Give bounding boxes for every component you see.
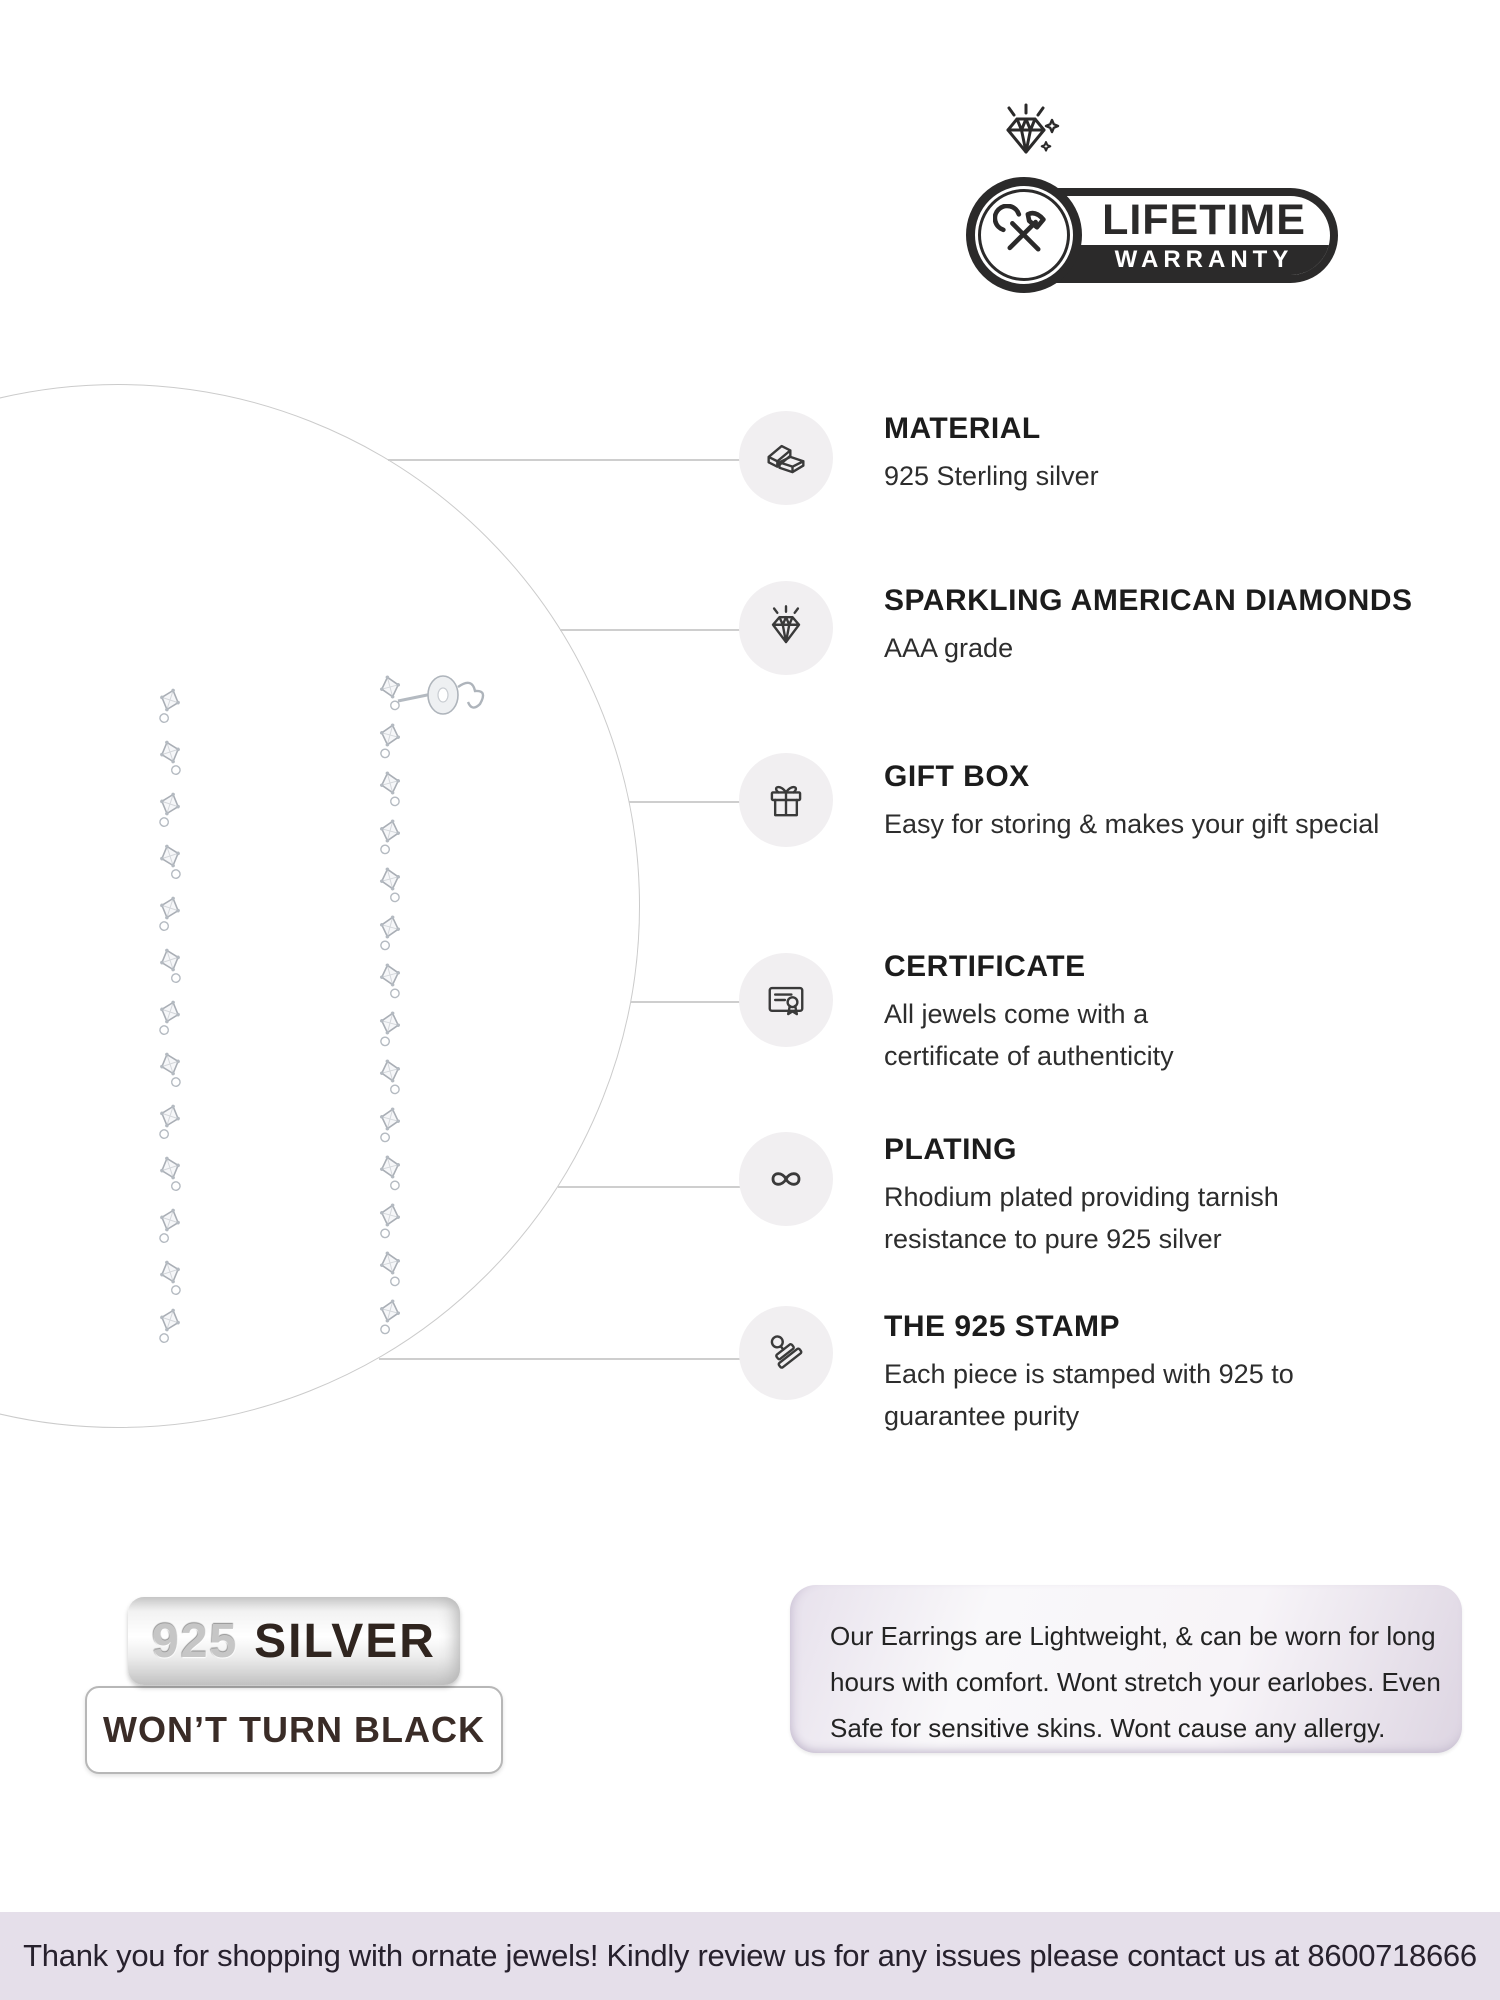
feature-title: GIFT BOX	[884, 760, 1030, 793]
infinity-icon	[760, 1153, 812, 1205]
right-earring	[374, 673, 406, 1336]
footer-text: Thank you for shopping with ornate jewels! Kindly review us for any issues please contact us at 8600718666	[23, 1938, 1477, 1973]
feature-title: SPARKLING AMERICAN DIAMONDS	[884, 584, 1413, 617]
comfort-info-box	[790, 1585, 1462, 1753]
connector-line-material	[388, 459, 786, 461]
feature-subtitle-line: All jewels come with a	[884, 999, 1149, 1029]
feature-subtitle-line: resistance to pure 925 silver	[884, 1224, 1222, 1254]
feature-subtitle-line: Each piece is stamped with 925 to	[884, 1359, 1294, 1389]
wrench-hammer-icon	[993, 204, 1055, 266]
gift-icon	[760, 774, 812, 826]
diamond-ring-icon	[990, 100, 1062, 178]
feature-title: MATERIAL	[884, 412, 1041, 445]
left-earring	[153, 686, 187, 1346]
comfort-info-text: Our Earrings are Lightweight, & can be worn for long hours with comfort. Wont stretch your earlobes. Even Safe for sensitive skins. Wont cause any allergy.	[830, 1621, 1441, 1743]
feature-subtitle-line: guarantee purity	[884, 1401, 1080, 1431]
stamp-icon	[760, 1327, 812, 1379]
silver-badge-number: 925	[152, 1614, 239, 1668]
feature-subtitle-line: certificate of authenticity	[884, 1041, 1174, 1071]
diamond-icon	[760, 602, 812, 654]
warranty-line2: WARRANTY	[1114, 246, 1294, 273]
feature-title: PLATING	[884, 1133, 1017, 1166]
silver-925-badge	[128, 1597, 460, 1685]
wont-turn-black-label: WON’T TURN BLACK	[103, 1709, 485, 1750]
wont-turn-black-badge	[85, 1686, 503, 1774]
feature-subtitle: 925 Sterling silver	[884, 461, 1099, 491]
silver-bars-icon	[760, 432, 812, 484]
feature-subtitle-line: Rhodium plated providing tarnish	[884, 1182, 1279, 1212]
earrings-image	[80, 655, 530, 1365]
certificate-icon	[760, 974, 812, 1026]
feature-subtitle: AAA grade	[884, 633, 1014, 663]
footer-bar	[0, 1912, 1500, 2000]
warranty-tools-circle	[966, 177, 1082, 293]
warranty-line1: LIFETIME	[1102, 196, 1306, 244]
feature-title: CERTIFICATE	[884, 950, 1086, 983]
feature-subtitle: Easy for storing & makes your gift special	[884, 809, 1380, 839]
feature-title: THE 925 STAMP	[884, 1310, 1120, 1343]
silver-badge-label: SILVER	[254, 1614, 436, 1668]
